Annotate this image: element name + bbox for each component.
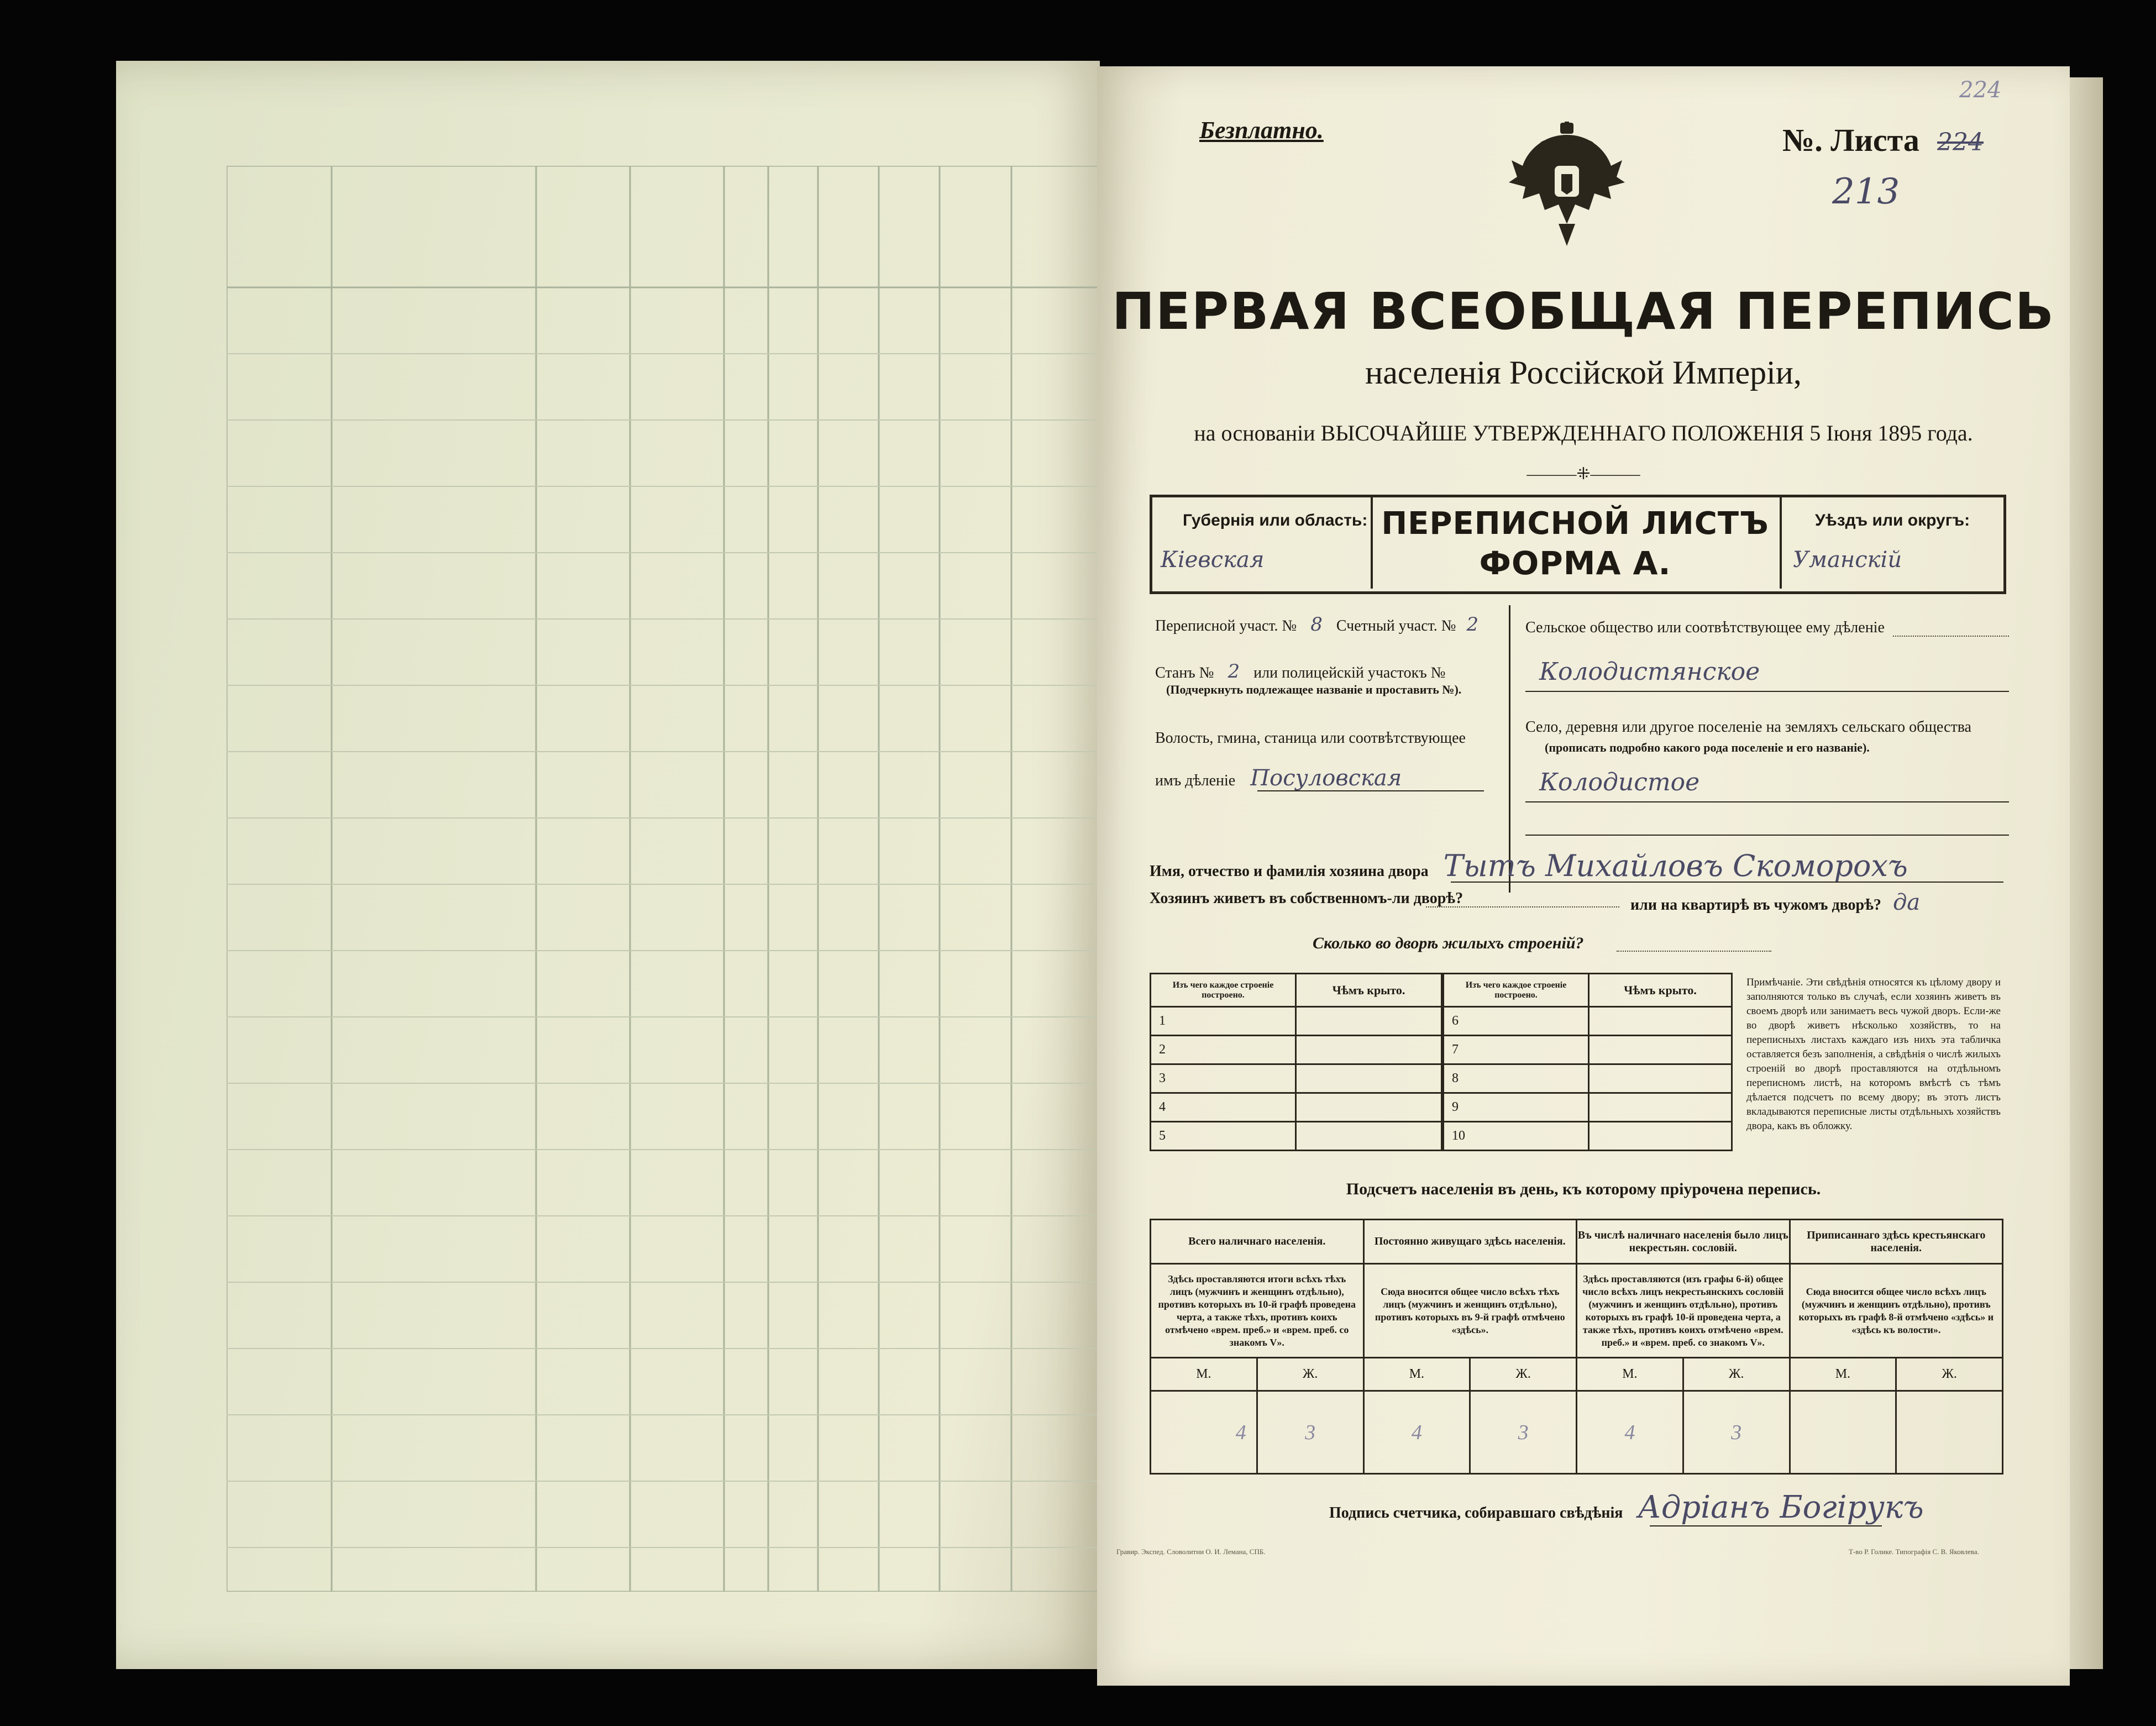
male-label: М. [1577,1358,1683,1391]
building-row-number: 5 [1151,1122,1296,1151]
building-row-number: 2 [1151,1036,1296,1064]
police-label: или полицейскій участокъ № [1253,664,1446,681]
census-district-label: Переписной участ. № [1155,617,1297,634]
count-nonpeasant-male: 4 [1577,1391,1683,1474]
census-form-page [1097,66,2070,1686]
building-row-number: 6 [1444,1007,1589,1036]
own-yard-dotline [1426,906,1619,907]
ornament-divider: ———⁜——— [1526,465,1640,483]
count-peasant-male [1790,1391,1896,1474]
female-label: Ж. [1470,1358,1577,1391]
province-label: Губернія или область: [1183,511,1368,529]
sheet-title-line1: ПЕРЕПИСНОЙ ЛИСТЪ [1381,506,1769,542]
count-col-desc-nonpeasant: Здѣсь проставляются (изъ графы 6-й) общее число всѣхъ лицъ некрестьянскихъ сословій (мужчинъ и женщинъ отдѣльно), противъ которыхъ въ графѣ 10-й проведена черта, а также тѣхъ, противъ коихъ отмѣчено «врем. преб.» и «врем. преб. со знакомъ V». [1577,1264,1790,1358]
col-material-header: Изъ чего каждое строеніе построено. [1151,974,1296,1007]
volost-label2: имъ дѣленіе [1155,772,1236,789]
buildings-question: Сколько во дворѣ жилыхъ строеній? [1313,934,1584,952]
district-value: Уманскій [1793,547,1902,573]
signature-underline [1650,1525,1882,1526]
count-col-header-peasant: Приписаннаго здѣсь крестьянскаго населенія. [1790,1220,2003,1264]
buildings-table-right [1442,973,1733,1151]
double-headed-eagle-emblem [1506,122,1628,249]
col-roof-header: Чѣмъ крыто. [1589,974,1732,1007]
society-label: Сельское общество или соотвѣтствующее ему дѣленіе [1525,619,1885,636]
count-permanent-male: 4 [1363,1391,1470,1474]
count-permanent-female: 3 [1470,1391,1577,1474]
counting-district-value: 2 [1466,613,1479,636]
building-row-number: 4 [1151,1093,1296,1122]
volost-row [1155,765,1402,791]
count-col-desc-total: Здѣсь проставляются итоги всѣхъ тѣхъ лицъ (мужчинъ и женщинъ отдѣльно), противъ которыхъ въ 10-й графѣ проведена черта, а также тѣхъ, противъ коихъ отмѣчено «врем. преб.» и «врем. преб. со знакомъ V». [1151,1264,1364,1358]
owner-name-row [1150,848,1908,883]
camp-value: 2 [1227,660,1240,683]
count-col-desc-peasant: Сюда вносится общее число всѣхъ лицъ (мужчинъ и женщинъ отдѣльно), противъ которыхъ въ графѣ 8-й отмѣчено «здѣсь» и «здѣсь къ волости». [1790,1264,2003,1358]
male-label: М. [1363,1358,1470,1391]
sheet-title-cell [1371,495,1780,589]
village-value: Колодистое [1539,768,1700,796]
building-row-number: 9 [1444,1093,1589,1122]
census-district-row [1155,613,1485,636]
buildings-table-left [1150,973,1442,1151]
rented-row [1630,890,1920,915]
faded-table-grid [227,166,1100,1592]
province-cell [1150,495,1373,589]
volost-value: Посуловская [1250,765,1402,791]
female-label: Ж. [1683,1358,1790,1391]
camp-row [1155,660,1445,683]
camp-label: Станъ № [1155,664,1214,681]
village-note: (прописать подробно какого рода поселеніе и его названіе). [1545,741,1870,754]
owner-name-label: Имя, отчество и фамилія хозяина двора [1150,863,1429,880]
counting-district-label: Счетный участ. № [1336,617,1456,634]
village-underline-2 [1525,835,2009,836]
count-nonpeasant-female: 3 [1683,1391,1790,1474]
count-col-header-nonpeasant: Въ числѣ наличнаго населенія было лицъ некрестьян. сословій. [1577,1220,1790,1264]
male-label: М. [1790,1358,1896,1391]
count-total-female: 3 [1257,1391,1363,1474]
village-underline [1525,801,2009,802]
society-value: Колодистянское [1539,658,1760,686]
buildings-note: Примѣчаніе. Эти свѣдѣнія относятся къ цѣлому двору и заполняются только въ случаѣ, если хозяинъ живетъ въ своемъ дворѣ или занимаетъ весь чужой дворъ. Если-же во дворѣ живетъ нѣсколько хозяйствъ, то на переписныхъ листахъ каждаго изъ нихъ эта табличка оставляется безъ заполненія, а свѣдѣнія о числѣ жилыхъ строеній во дворѣ проставляются на отдѣльномъ переписномъ листѣ, на которомъ вмѣстѣ съ тѣмъ дѣлается подсчетъ по всему двору; въ этотъ листъ вкладываются переписные листы отдѣльныхъ хозяйствъ двора, какъ въ обложку. [1746,977,2001,1132]
underline-note: (Подчеркнуть подлежащее названіе и проставить №). [1166,683,1462,696]
female-label: Ж. [1257,1358,1363,1391]
count-col-desc-permanent: Сюда вносится общее число всѣхъ тѣхъ лицъ (мужчинъ и женщинъ отдѣльно), противъ которыхъ въ 9-й графѣ отмѣчено «здѣсь». [1363,1264,1577,1358]
owner-name-value: Тытъ Михайловъ Скоморохъ [1443,848,1908,883]
own-yard-value: да [1892,890,1921,915]
count-total-male: 4 [1151,1391,1257,1474]
building-row-number: 3 [1151,1064,1296,1093]
population-count-table [1150,1219,2003,1475]
col-roof-header: Чѣмъ крыто. [1296,974,1442,1007]
society-dotline [1893,636,2009,637]
volost-label: Волость, гмина, станица или соотвѣтствующее [1155,730,1466,747]
signature-row [1329,1489,1924,1525]
left-page [116,61,1100,1669]
owner-name-underline [1451,882,2003,883]
stacked-page-edges [2070,77,2103,1669]
free-label: Безплатно. [1199,117,1324,144]
district-label: Уѣздъ или округъ: [1815,511,1970,529]
rented-label: или на квартирѣ въ чужомъ дворѣ? [1630,896,1881,914]
sheet-number-handwritten: 213 [1832,171,1900,212]
province-value: Кіевская [1161,547,1265,573]
building-row-number: 8 [1444,1064,1589,1093]
village-label: Село, деревня или другое поселеніе на земляхъ сельскаго общества [1525,718,1971,736]
volost-underline [1257,790,1484,791]
count-section-title: Подсчетъ населенія въ день, къ которому пріурочена перепись. [1346,1180,1821,1198]
count-col-header-total: Всего наличнаго населенія. [1151,1220,1364,1264]
signature-label: Подпись счетчика, собиравшаго свѣдѣнія [1329,1504,1623,1522]
male-label: М. [1151,1358,1257,1391]
society-underline [1525,691,2009,692]
census-basis: на основаніи ВЫСОЧАЙШЕ УТВЕРЖДЕННАГО ПОЛОЖЕНІЯ 5 Іюня 1895 года. [1194,421,1973,445]
own-yard-label: Хозяинъ живетъ въ собственномъ-ли дворѣ? [1150,890,1463,907]
district-cell [1780,495,2003,589]
sheet-number-value: 224 [1937,128,1984,156]
sheet-title-line2: ФОРМА А. [1479,544,1671,582]
building-row-number: 1 [1151,1007,1296,1036]
col-material-header: Изъ чего каждое строеніе построено. [1444,974,1589,1007]
imprint-right: Т-во Р. Голике. Типографія С. В. Яковлева. [1849,1547,1979,1556]
count-peasant-female [1896,1391,2003,1474]
count-col-header-permanent: Постоянно живущаго здѣсь населенія. [1363,1220,1577,1264]
sheet-number-corner: 224 [1959,77,2002,103]
census-district-value: 8 [1310,613,1323,636]
census-subtitle: населенія Россійской Имперіи, [1365,354,1802,391]
female-label: Ж. [1896,1358,2003,1391]
building-row-number: 10 [1444,1122,1589,1151]
signature-value: Адріанъ Богірукъ [1638,1489,1924,1525]
buildings-dotline [1617,951,1771,952]
census-title: ПЕРВАЯ ВСЕОБЩАЯ ПЕРЕПИСЬ [1111,282,2055,341]
building-row-number: 7 [1444,1036,1589,1064]
sheet-number-label: №. Листа [1782,122,1919,158]
imprint-left: Гравир. Экспед. Словолитни О. И. Лемана, СПБ. [1116,1547,1266,1556]
